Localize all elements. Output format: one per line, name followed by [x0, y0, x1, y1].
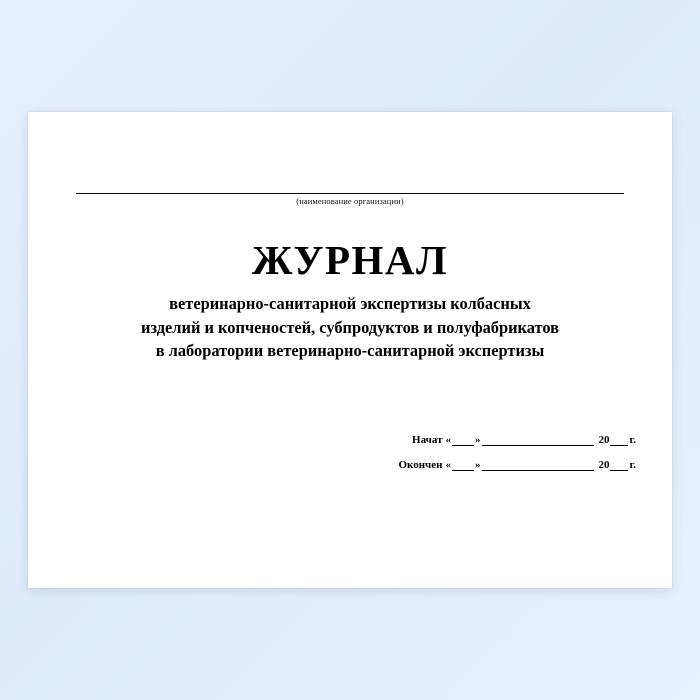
started-quote-close: » [474, 434, 481, 446]
document-sheet [28, 112, 672, 588]
started-year-blank[interactable] [610, 445, 628, 446]
finished-day-blank[interactable] [452, 470, 474, 471]
started-year-suffix: г. [629, 434, 636, 446]
document-page [28, 112, 672, 588]
started-label: Начат [412, 434, 443, 446]
finished-quote-close: » [474, 459, 481, 471]
finished-month-blank[interactable] [482, 470, 594, 471]
finished-year-blank[interactable] [610, 470, 628, 471]
started-year-prefix: 20 [598, 434, 610, 446]
finished-date-row [306, 459, 636, 471]
started-month-blank[interactable] [482, 445, 594, 446]
finished-quote-open: « [445, 459, 451, 471]
title-block [68, 237, 632, 363]
finished-label: Окончен [398, 459, 443, 471]
subtitle-line-2: изделий и копченостей, субпродуктов и полуфабрикатов [141, 317, 559, 337]
finished-year-prefix: 20 [598, 459, 610, 471]
started-day-blank[interactable] [452, 445, 474, 446]
subtitle-line-1: ветеринарно-санитарной экспертизы колбасных [169, 293, 531, 313]
subtitle-line-3: в лаборатории ветеринарно-санитарной экспертизы [155, 341, 545, 361]
organization-caption: (наименование организации) [296, 196, 404, 206]
organization-name-block [76, 192, 624, 206]
finished-year-suffix: г. [629, 459, 636, 471]
page-title: ЖУРНАЛ [251, 237, 449, 283]
dates-block [306, 434, 636, 484]
document-subtitle [68, 292, 632, 363]
started-quote-open: « [445, 434, 451, 446]
started-date-row [306, 434, 636, 446]
organization-name-line [76, 192, 624, 194]
